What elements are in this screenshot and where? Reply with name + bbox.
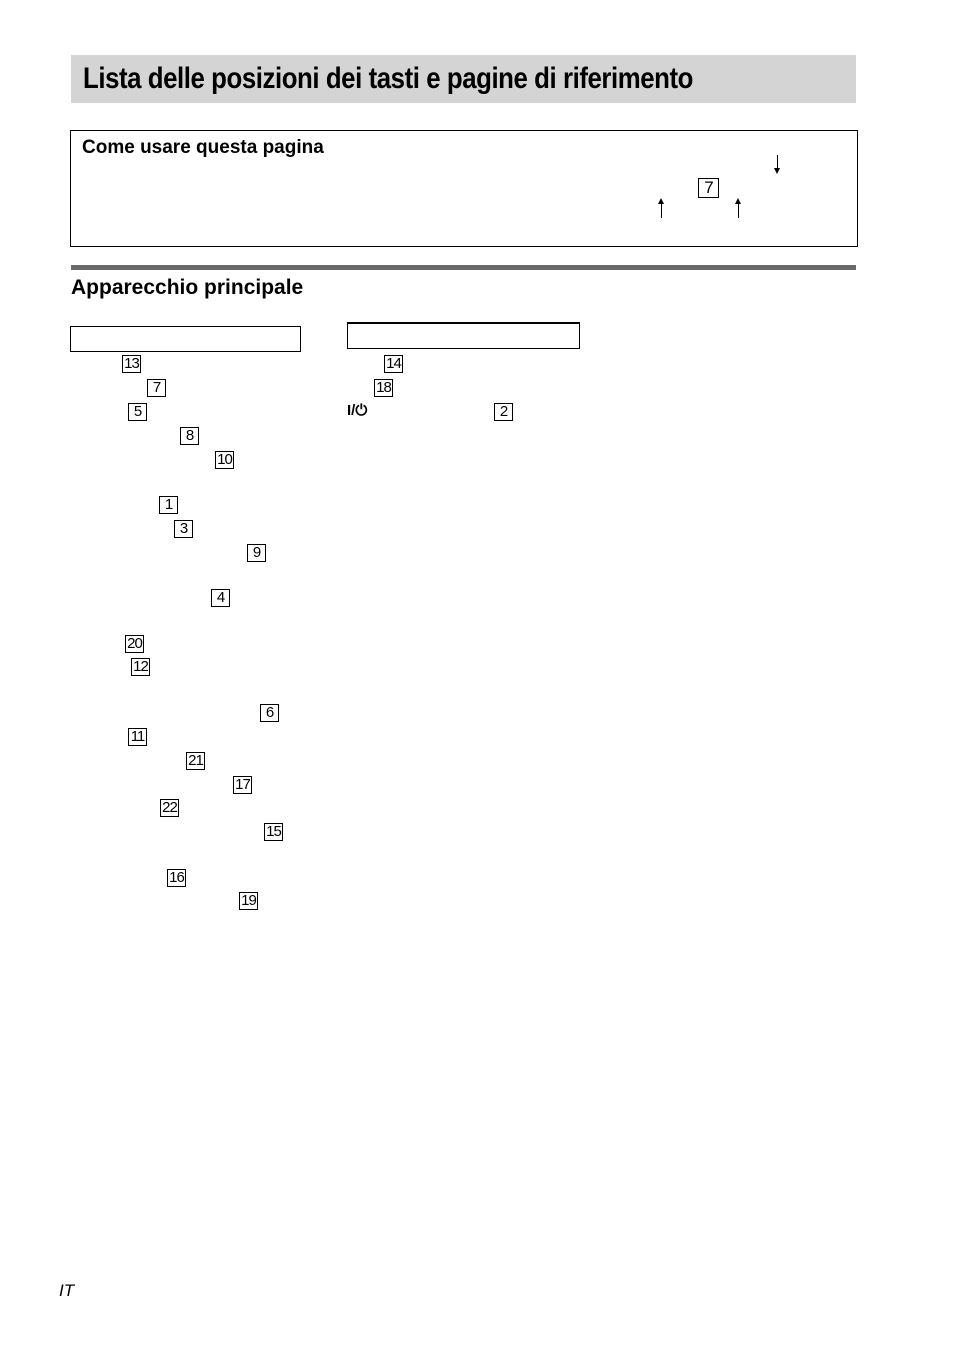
left-column-header [70,326,301,352]
reference-number: 7 [147,379,166,397]
how-to-use-title: Come usare questa pagina [82,137,324,158]
reference-number: 9 [247,544,266,562]
how-to-use-box [70,130,858,247]
reference-number: 4 [211,589,230,607]
reference-number: 5 [128,403,147,421]
example-reference-number: 7 [698,178,719,198]
reference-number: 13 [122,355,141,373]
reference-number: 22 [160,799,179,817]
page-title: Lista delle posizioni dei tasti e pagine di riferimento [83,62,694,95]
power-icon: I/⏻ [347,402,368,419]
reference-number: 12 [131,658,150,676]
reference-number: 14 [384,355,403,373]
reference-number: 10 [215,451,234,469]
reference-number: 16 [167,869,186,887]
reference-number: 15 [264,823,283,841]
reference-number: 3 [174,520,193,538]
reference-number: 17 [233,776,252,794]
section-divider [71,265,856,270]
arrow-up-icon [661,201,662,218]
reference-number: 21 [186,752,205,770]
arrow-down-icon [777,155,778,172]
right-column-header [347,322,580,349]
reference-number: 6 [260,704,279,722]
reference-number: 19 [239,892,258,910]
reference-number: 18 [374,379,393,397]
reference-number: 2 [494,403,513,421]
reference-number: 20 [125,635,144,653]
reference-number: 11 [128,728,147,746]
section-title: Apparecchio principale [71,276,304,299]
title-bar [71,55,856,103]
page-language-code: IT [59,1281,75,1300]
arrow-up-icon [738,201,739,218]
reference-number: 1 [159,496,178,514]
reference-number: 8 [180,427,199,445]
